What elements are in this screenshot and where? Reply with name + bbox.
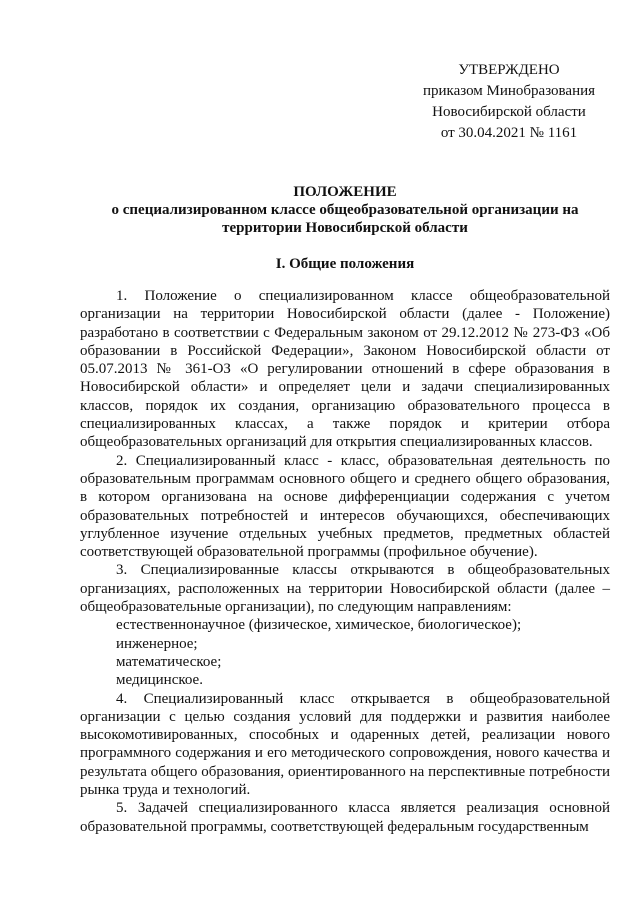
- document-subtitle-line-1: о специализированном классе общеобразовательной организации на: [111, 202, 579, 218]
- approval-title: УТВЕРЖДЕНО: [458, 62, 560, 78]
- approval-date-line: от 30.04.2021 № 1161: [440, 125, 578, 141]
- approval-stamp: [414, 60, 604, 144]
- list-item: инженерное;: [116, 635, 198, 652]
- approval-region-line: Новосибирской области: [432, 104, 586, 120]
- list-item: медицинское.: [116, 672, 203, 689]
- document-subtitle-line-2: территории Новосибирской области: [222, 220, 468, 236]
- document-body: [80, 287, 610, 836]
- directions-list: [80, 616, 610, 689]
- paragraph-3: 3. Специализированные классы открываются в общеобразовательных организациях, расположенных на территории Новосибирской области (далее – общеобразовательные организации), по следующим направлениям:: [80, 562, 610, 616]
- paragraph-2: 2. Специализированный класс - класс, образовательная деятельность по образовательным программам основного общего и среднего общего образования, в котором организована на основе дифференциации содержания с учетом образовательных потребностей и интересов обучающихся, обеспечивающих углубленное изучение отдельных учебных предметов, предметных областей соответствующей образовательной программы (профильное обучение).: [80, 452, 610, 561]
- approval-order-line: приказом Минобразования: [422, 83, 596, 99]
- list-item: естественнонаучное (физическое, химическое, биологическое);: [116, 617, 522, 634]
- paragraph-5: 5. Задачей специализированного класса является реализация основной образовательной программы, соответствующей федеральным государственным: [80, 800, 610, 835]
- section-heading: I. Общие положения: [275, 256, 415, 272]
- paragraph-1: 1. Положение о специализированном классе общеобразовательной организации на территории Новосибирской области (далее - Положение) разработано в соответствии с Федеральным законом от 29.12.2012 № 273-ФЗ «Об образовании в Российской Федерации», Законом Новосибирской области от 05.07.2013 № 361-ОЗ «О регулировании отношений в сфере образования в Новосибирской области» и определяет цели и задачи специализированных классов, порядок их создания, организацию образовательного процесса в специализированных классах, а также порядок и критерии отбора общеобразовательных организаций для открытия специализированных классов.: [80, 288, 610, 451]
- document-title: ПОЛОЖЕНИЕ: [293, 184, 397, 200]
- list-item: математическое;: [116, 653, 222, 670]
- paragraph-4: 4. Специализированный класс открывается в общеобразовательной организации с целью создания условий для поддержки и развития наиболее высокомотивированных, способных и одаренных детей, реализации нового программного содержания и его методического сопровождения, нового качества и результата общего образования, ориентированного на перспективные потребности рынка труда и технологий.: [80, 690, 610, 799]
